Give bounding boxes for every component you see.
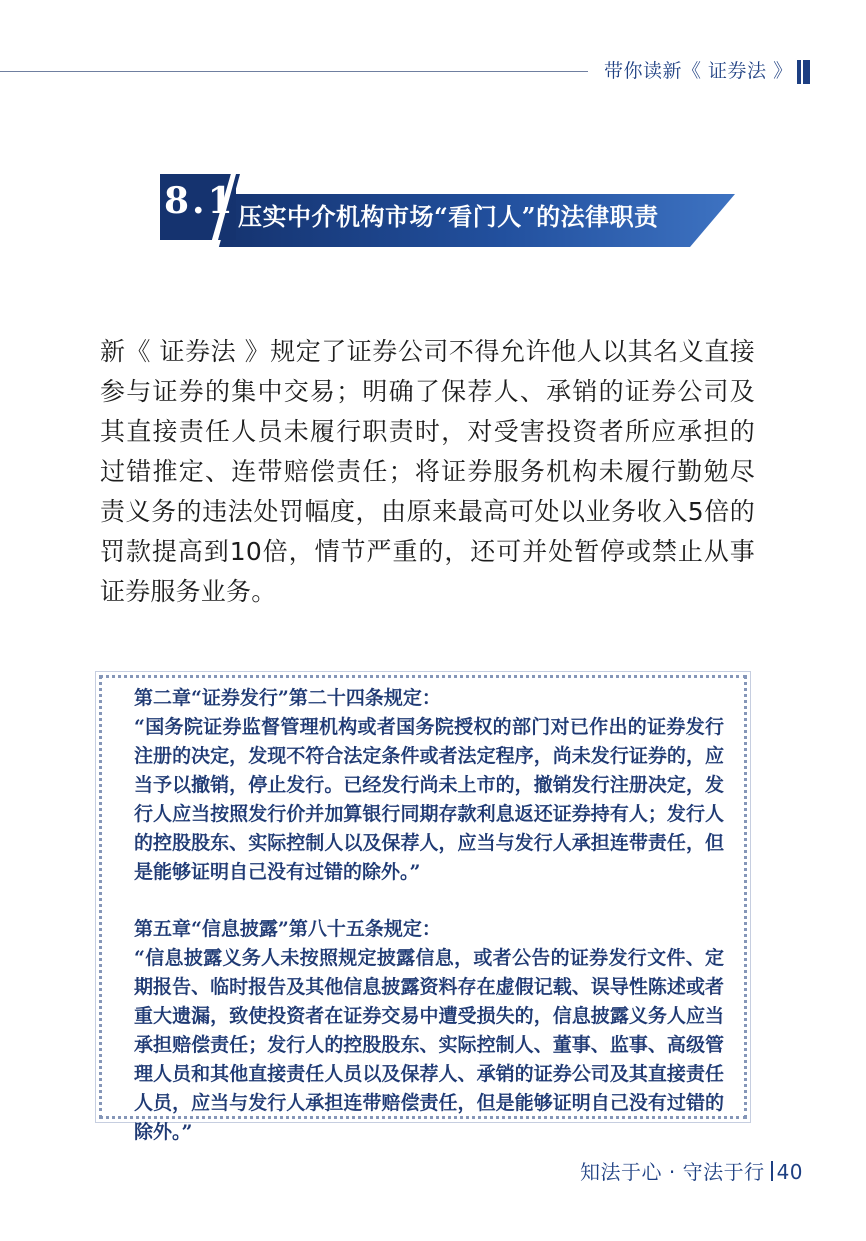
- section-title: 压实中介机构市场“看门人”的法律职责: [238, 202, 659, 231]
- quote-heading: 第五章“信息披露”第八十五条规定：: [134, 918, 441, 940]
- body-paragraph: 新《 证券法 》规定了证券公司不得允许他人以其名义直接参与证券的集中交易；明确了保荐人、承销的证券公司及其直接责任人员未履行职责时，对受害投资者所应承担的过错推定、连带赔偿责任；将证券服务机构未履行勤勉尽责义务的违法处罚幅度，由原来最高可处以业务收入5倍的罚款提高到10倍，情节严重的，还可并处暂停或禁止从事证券服务业务。: [100, 337, 755, 606]
- header-rule: [0, 71, 588, 72]
- header-title: 带你读新《 证券法 》: [604, 60, 793, 82]
- page-number: 40: [776, 1160, 804, 1184]
- header-bars-icon: [797, 60, 811, 84]
- footer-divider: [771, 1161, 773, 1181]
- quote-box: [99, 675, 747, 1143]
- section-banner: [160, 170, 735, 250]
- quote-spacer: [134, 887, 724, 915]
- quote-text: “国务院证券监督管理机构或者国务院授权的部门对已作出的证券发行注册的决定，发现不符合法定条件或者法定程序，尚未发行证券的，应当予以撤销，停止发行。已经发行尚未上市的，撤销发行注册决定，发行人应当按照发行价并加算银行同期存款利息返还证券持有人；发行人的控股股东、实际控制人以及保荐人，应当与发行人承担连带责任，但是能够证明自己没有过错的除外。”: [134, 716, 724, 883]
- quote-text: “信息披露义务人未按照规定披露信息，或者公告的证券发行文件、定期报告、临时报告及其他信息披露资料存在虚假记载、误导性陈述或者重大遗漏，致使投资者在证券交易中遭受损失的，信息披露义务人应当承担赔偿责任；发行人的控股股东、实际控制人、董事、监事、高级管理人员和其他直接责任人员以及保荐人、承销的证券公司及其直接责任人员，应当与发行人承担连带赔偿责任，但是能够证明自己没有过错的除外。”: [134, 947, 724, 1143]
- footer-slogan: 知法于心 · 守法于行: [580, 1160, 765, 1184]
- quote-content: [134, 684, 724, 1147]
- quote-heading: 第二章“证券发行”第二十四条规定：: [134, 687, 441, 709]
- section-number: 8.1: [164, 180, 236, 222]
- footer: [580, 1158, 803, 1186]
